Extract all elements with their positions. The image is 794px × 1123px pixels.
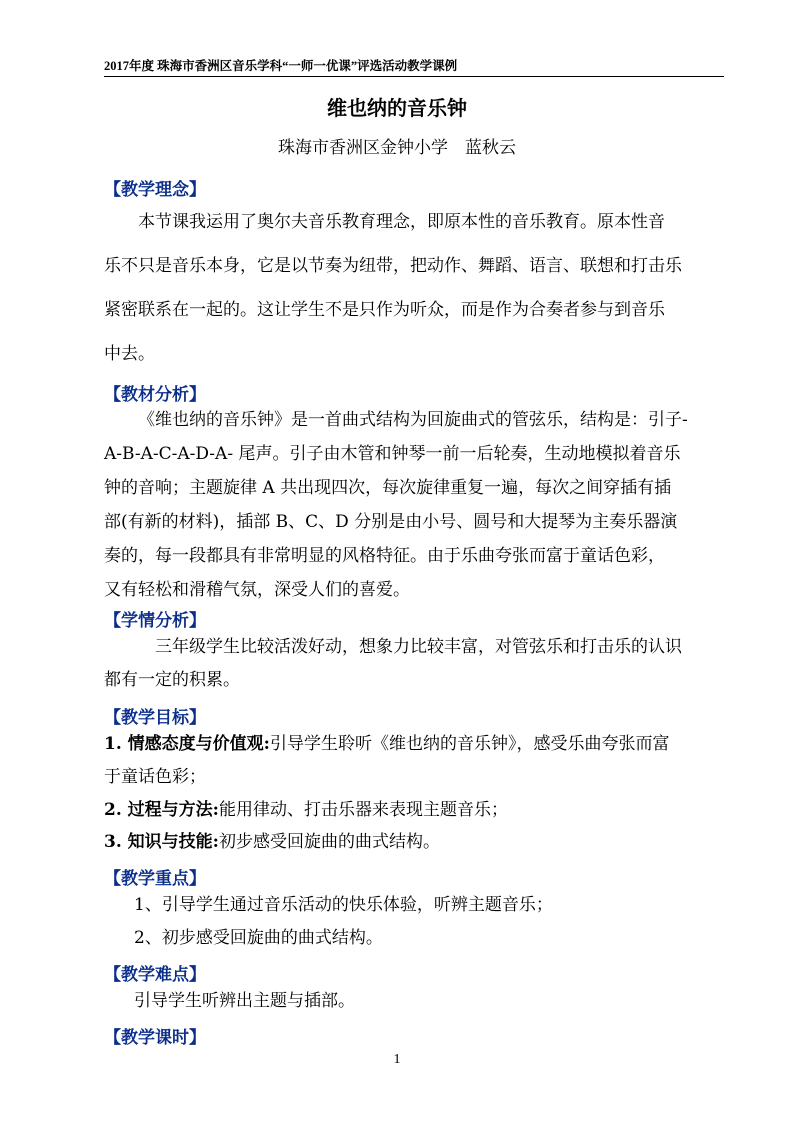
goal-item bbox=[104, 767, 206, 787]
section-heading-hours: 【教学课时】 bbox=[104, 1028, 206, 1048]
goal-item bbox=[104, 734, 669, 754]
goal-text: 能用律动、打击乐器来表现主题音乐； bbox=[218, 800, 508, 820]
goal-item bbox=[104, 832, 440, 852]
page-number: 1 bbox=[393, 1052, 401, 1067]
goal-label: 2. 过程与方法: bbox=[104, 800, 219, 820]
paragraph-line: 又有轻松和滑稽气氛，深受人们的喜爱。 bbox=[104, 580, 410, 600]
section-heading-key-points: 【教学重点】 bbox=[104, 869, 206, 889]
section-heading-material: 【教材分析】 bbox=[104, 385, 206, 405]
section-heading-difficulties: 【教学难点】 bbox=[104, 965, 206, 985]
header-rule bbox=[104, 76, 724, 77]
paragraph-line: 都有一定的积累。 bbox=[104, 670, 240, 690]
key-point-item: 1、引导学生通过音乐活动的快乐体验，听辨主题音乐； bbox=[134, 895, 553, 915]
paragraph-line: 本节课我运用了奥尔夫音乐教育理念，即原本性的音乐教育。原本性音 bbox=[138, 212, 665, 232]
paragraph-line: 紧密联系在一起的。这让学生不是只作为听众，而是作为合奏者参与到音乐 bbox=[104, 300, 665, 320]
running-header: 2017年度 珠海市香洲区音乐学科“一师一优课”评选活动教学课例 bbox=[104, 59, 458, 73]
section-heading-students: 【学情分析】 bbox=[104, 611, 206, 631]
paragraph-line: 中去。 bbox=[104, 344, 155, 364]
paragraph-line: 引导学生听辨出主题与插部。 bbox=[134, 991, 355, 1011]
paragraph-line: A-B-A-C-A-D-A- 尾声。引子由木管和钟琴一前一后轮奏，生动地模拟着音乐 bbox=[104, 444, 681, 464]
key-point-item: 2、初步感受回旋曲的曲式结构。 bbox=[134, 928, 383, 948]
goal-text: 引导学生聆听《维也纳的音乐钟》，感受乐曲夸张而富 bbox=[269, 734, 670, 754]
paragraph-line: 奏的，每一段都具有非常明显的风格特征。由于乐曲夸张而富于童话色彩， bbox=[104, 546, 665, 566]
paragraph-line: 三年级学生比较活泼好动，想象力比较丰富，对管弦乐和打击乐的认识 bbox=[155, 637, 682, 657]
goal-text: 初步感受回旋曲的曲式结构。 bbox=[218, 832, 440, 852]
goal-item bbox=[104, 800, 508, 820]
document-title: 维也纳的音乐钟 bbox=[327, 96, 467, 120]
goal-text: 于童话色彩； bbox=[104, 767, 206, 787]
section-heading-concept: 【教学理念】 bbox=[104, 180, 206, 200]
section-heading-goals: 【教学目标】 bbox=[104, 708, 206, 728]
author-line: 珠海市香洲区金钟小学 蓝秋云 bbox=[278, 138, 516, 158]
paragraph-line: 部(有新的材料)，插部 B、C、D 分别是由小号、圆号和大提琴为主奏乐器演 bbox=[104, 512, 678, 532]
paragraph-line: 乐不只是音乐本身，它是以节奏为纽带，把动作、舞蹈、语言、联想和打击乐 bbox=[104, 256, 682, 276]
goal-label: 3. 知识与技能: bbox=[104, 832, 219, 852]
goal-label: 1. 情感态度与价值观: bbox=[104, 734, 270, 754]
paragraph-line: 《维也纳的音乐钟》是一首曲式结构为回旋曲式的管弦乐，结构是：引子- bbox=[138, 410, 688, 430]
paragraph-line: 钟的音响；主题旋律 A 共出现四次，每次旋律重复一遍，每次之间穿插有插 bbox=[104, 478, 672, 498]
